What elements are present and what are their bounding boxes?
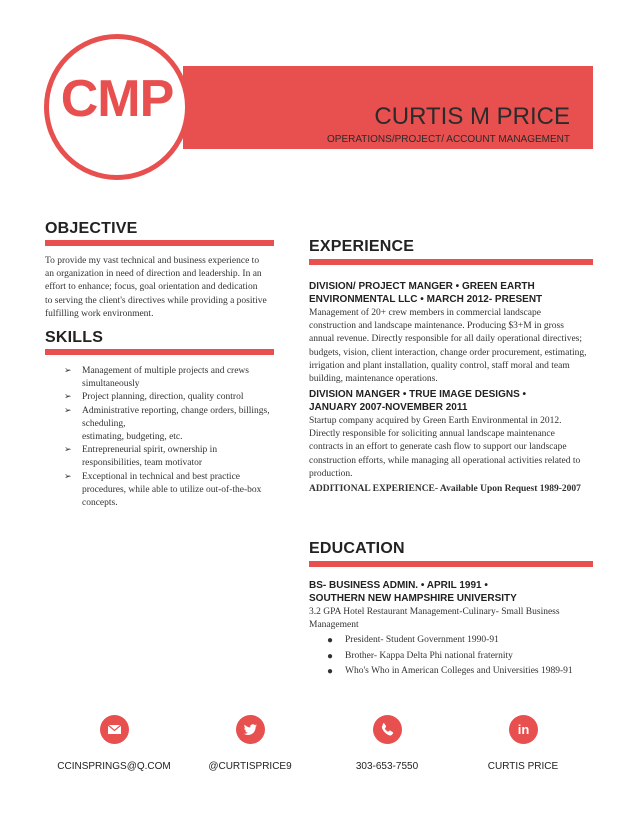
- skills-rule: [45, 349, 274, 355]
- contact-linkedin[interactable]: CURTIS PRICE: [487, 761, 559, 772]
- skill-item: ➢ Administrative reporting, change orders, billings, scheduling, estimating, budgeting, etc.: [64, 405, 270, 443]
- candidate-subtitle: OPERATIONS/PROJECT/ ACCOUNT MANAGEMENT: [327, 134, 570, 145]
- objective-line: to serving the client's directives while providing a positive: [45, 295, 267, 306]
- bullet-dot-icon: ●: [327, 635, 334, 647]
- education-bullet: ● Who's Who in American Colleges and Universities 1989-91: [327, 665, 573, 677]
- contact-email[interactable]: CCINSPRINGS@Q.COM: [57, 761, 171, 772]
- job-description: Startup company acquired by Green Earth Environmental in 2012. Directly responsible for soliciting annual landscape maintenance contracts in an effort to generate cash flow to support our landscape construction efforts, while managing all operational activities related to production.: [309, 416, 581, 479]
- objective-line: fulfilling work environment.: [45, 308, 154, 319]
- skill-item: ➢ Project planning, direction, quality control: [64, 391, 279, 404]
- education-heading: EDUCATION: [309, 540, 405, 557]
- job-title-line: ENVIRONMENTAL LLC • MARCH 2012- PRESENT: [309, 294, 543, 305]
- arrow-bullet-icon: ➢: [64, 392, 72, 403]
- contact-phone[interactable]: 303-653-7550: [355, 761, 419, 772]
- skills-list: [64, 365, 279, 510]
- phone-icon[interactable]: [373, 715, 402, 744]
- skill-item: ➢ Exceptional in technical and best practice procedures, while able to utilize out-of-the-box concepts.: [64, 471, 262, 509]
- email-icon[interactable]: [100, 715, 129, 744]
- job-entry: [309, 280, 599, 386]
- objective-heading: OBJECTIVE: [45, 220, 138, 237]
- bullet-dot-icon: ●: [327, 650, 334, 662]
- job-description: Management of 20+ crew members in commercial landscape construction and landscape maintenance. Producing $3+M in gross annual revenue. Directly responsible for all daily operational directives; budgets, vision, client interaction, change order procurement, estimating, irrigation and plant installation, quality control, staff moral and team building, maintenance operations.: [309, 308, 587, 385]
- job-title-line: DIVISION/ PROJECT MANGER • GREEN EARTH: [309, 281, 535, 292]
- objective-line: an organization in need of direction and leadership. In an: [45, 269, 262, 280]
- arrow-bullet-icon: ➢: [64, 471, 72, 482]
- linkedin-icon[interactable]: [509, 715, 538, 744]
- experience-rule: [309, 259, 593, 265]
- experience-heading: EXPERIENCE: [309, 238, 415, 255]
- bullet-dot-icon: ●: [327, 665, 334, 677]
- twitter-icon[interactable]: [236, 715, 265, 744]
- skill-item: ➢ Entrepreneurial spirit, ownership in responsibilities, team motivator: [64, 445, 218, 469]
- contact-twitter[interactable]: @CURTISPRICE9: [208, 761, 292, 772]
- arrow-bullet-icon: ➢: [64, 445, 72, 456]
- candidate-name: CURTIS M PRICE: [374, 103, 570, 130]
- education-title-line: BS- BUSINESS ADMIN. • APRIL 1991 •: [309, 580, 488, 591]
- job-title-line: JANUARY 2007-NOVEMBER 2011: [309, 402, 468, 413]
- education-entry: [309, 579, 599, 680]
- objective-line: To provide my vast technical and business experience to: [45, 256, 260, 266]
- job-title-line: DIVISION MANGER • TRUE IMAGE DESIGNS •: [309, 389, 527, 400]
- additional-experience: ADDITIONAL EXPERIENCE- Available Upon Request 1989-2007: [309, 484, 581, 494]
- objective-line: effort to enhance; focus, goal orientation and dedication: [45, 282, 258, 293]
- education-title-line: SOUTHERN NEW HAMPSHIRE UNIVERSITY: [309, 593, 517, 604]
- objective-rule: [45, 240, 274, 246]
- arrow-bullet-icon: ➢: [64, 405, 72, 416]
- education-rule: [309, 561, 593, 567]
- monogram: CMP: [60, 70, 174, 128]
- education-bullet: ● President- Student Government 1990-91: [327, 635, 499, 647]
- education-bullet: ● Brother- Kappa Delta Phi national fraternity: [327, 650, 513, 662]
- education-description: 3.2 GPA Hotel Restaurant Management-Culinary- Small Business Management: [309, 607, 560, 631]
- arrow-bullet-icon: ➢: [64, 366, 72, 376]
- skills-heading: SKILLS: [45, 329, 104, 346]
- objective-text: [45, 255, 285, 321]
- skill-item: ➢ Management of multiple projects and crews simultaneously: [64, 366, 249, 390]
- linkedin-glyph: in: [517, 722, 530, 737]
- job-entry: [309, 388, 599, 481]
- education-bullets: [309, 634, 599, 678]
